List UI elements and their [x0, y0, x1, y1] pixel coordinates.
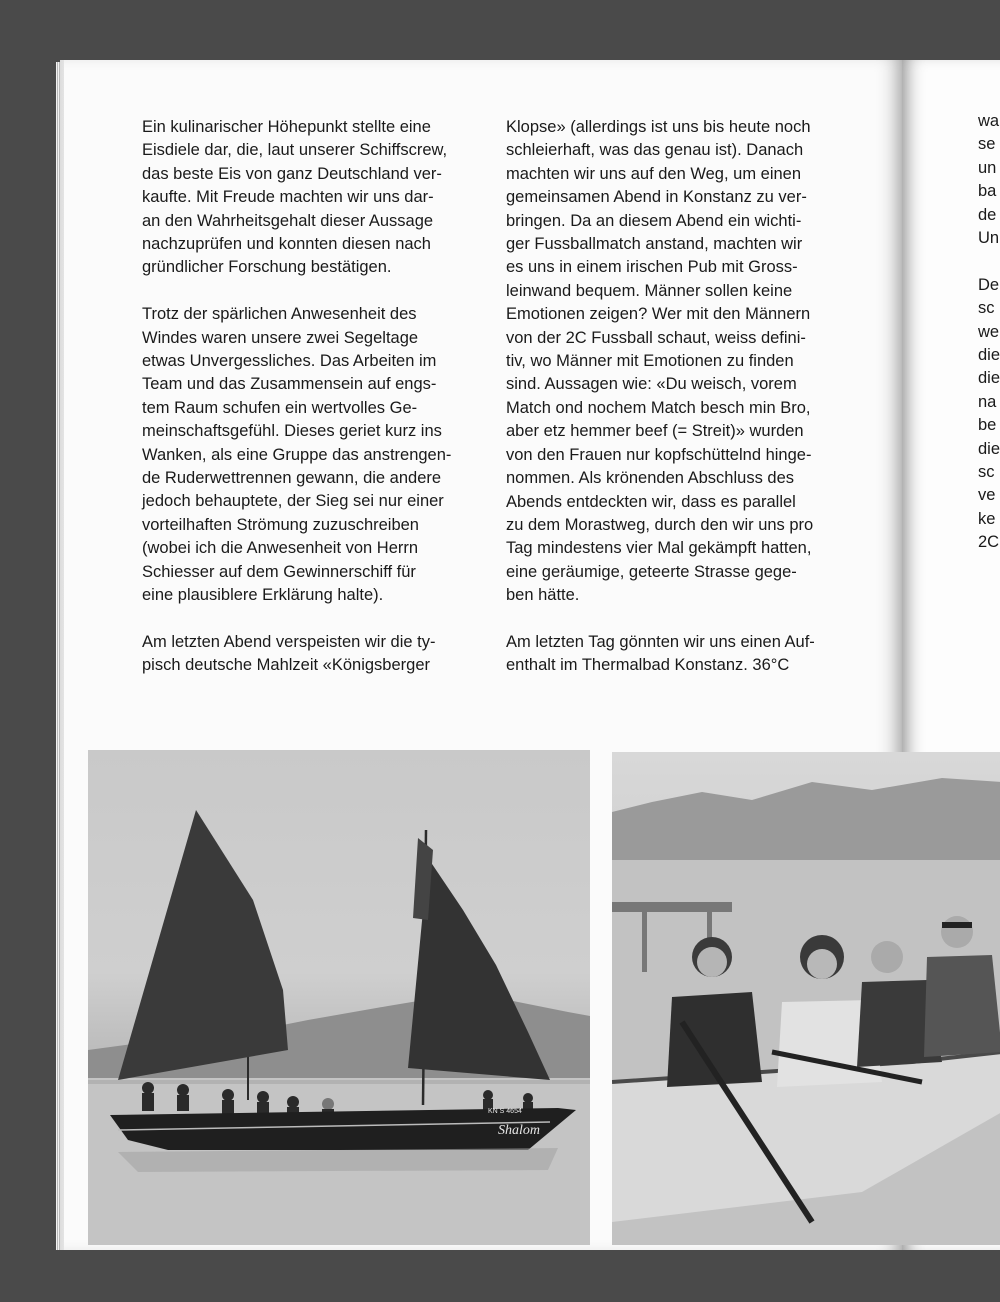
- text-line: un: [978, 158, 997, 177]
- boat-name: Shalom: [498, 1123, 540, 1138]
- paragraph-fragment-2: [978, 274, 1000, 555]
- text-line: die: [978, 439, 1000, 458]
- text-line: von der 2C Fussball schaut, weiss defini-: [506, 328, 806, 347]
- sailboat-illustration: [88, 750, 590, 1245]
- text-line: Klopse» (allerdings ist uns bis heute noch: [506, 118, 811, 136]
- sailboat-photo: [88, 750, 590, 1245]
- waterline: [88, 1080, 590, 1084]
- text-line: leinwand bequem. Männer sollen keine: [506, 281, 793, 300]
- jetty: [612, 902, 732, 912]
- text-line: Ein kulinarischer Höhepunkt stellte eine: [142, 118, 431, 136]
- text-line: das beste Eis von ganz Deutschland ver-: [142, 164, 442, 183]
- text-line: jedoch behauptete, der Sieg sei nur einer: [142, 492, 444, 511]
- text-line: Un: [978, 229, 1000, 248]
- text-line: vorteilhaften Strömung zuzuschreiben: [142, 515, 419, 534]
- text-line: ve: [978, 486, 996, 505]
- text-line: machten wir uns auf den Weg, um einen: [506, 164, 802, 183]
- text-line: gründlicher Forschung bestätigen.: [142, 258, 392, 277]
- text-line: be: [978, 416, 997, 435]
- text-line: von den Frauen nur kopfschüttelnd hinge-: [506, 445, 812, 464]
- text-line: ke: [978, 509, 996, 528]
- text-line: eine plausiblere Erklärung halte).: [142, 586, 384, 605]
- text-line: (wobei ich die Anwesenheit von Herrn: [142, 539, 419, 558]
- text-line: bringen. Da an diesem Abend ein wichti-: [506, 211, 802, 230]
- canoe-photo: [612, 752, 1000, 1245]
- text-line: Eisdiele dar, die, laut unserer Schiffscrew,: [142, 141, 448, 160]
- text-line: gemeinsamen Abend in Konstanz zu ver-: [506, 188, 807, 207]
- text-line: Trotz der spärlichen Anwesenheit des: [142, 305, 417, 324]
- text-line: Match ond nochem Match besch min Bro,: [506, 398, 811, 417]
- text-line: schleierhaft, was das genau ist). Danach: [506, 141, 804, 160]
- text-line: Abends entdeckten wir, dass es parallel: [506, 492, 796, 511]
- boat-registration: KN S 4654: [488, 1108, 522, 1115]
- text-line: Am letzten Abend verspeisten wir die ty-: [142, 632, 436, 651]
- paragraph-konstanz-evening: [506, 116, 836, 608]
- text-line: sind. Aussagen wie: «Du weisch, vorem: [506, 375, 797, 394]
- text-line: ben hätte.: [506, 586, 580, 605]
- text-line: Schiesser auf dem Gewinnerschiff für: [142, 562, 416, 581]
- text-line: Am letzten Tag gönnten wir uns einen Auf-: [506, 632, 815, 651]
- text-line: Wanken, als eine Gruppe das anstrengen-: [142, 445, 452, 464]
- main-sail: [118, 810, 288, 1080]
- canoe-illustration: [612, 752, 1000, 1245]
- treeline: [612, 778, 1000, 862]
- text-line: tiv, wo Männer mit Emotionen zu finden: [506, 352, 794, 371]
- text-line: kaufte. Mit Freude machten wir uns dar-: [142, 188, 434, 207]
- text-line: die: [978, 369, 1000, 388]
- left-page-column-2: [506, 116, 836, 701]
- text-line: sc: [978, 299, 995, 318]
- text-line: es uns in einem irischen Pub mit Gross-: [506, 258, 798, 277]
- text-line: zu dem Morastweg, durch den wir uns pro: [506, 515, 814, 534]
- text-line: nommen. Als krönenden Abschluss des: [506, 469, 795, 488]
- paragraph-last-evening: [142, 631, 472, 678]
- text-line: pisch deutsche Mahlzeit «Königsberger: [142, 656, 431, 675]
- text-line: we: [978, 322, 1000, 341]
- text-line: tem Raum schufen ein wertvolles Ge-: [142, 398, 418, 417]
- text-line: ger Fussballmatch anstand, machten wir: [506, 235, 803, 254]
- text-line: se: [978, 135, 996, 154]
- text-line: nachzuprüfen und konnten diesen nach: [142, 235, 431, 254]
- text-line: sc: [978, 463, 995, 482]
- text-line: ba: [978, 182, 997, 201]
- paragraph-ice-cream: [142, 116, 472, 280]
- text-line: wa: [978, 112, 1000, 130]
- text-line: 2C: [978, 533, 1000, 552]
- text-line: de: [978, 205, 997, 224]
- jetty-post: [642, 912, 647, 972]
- text-line: de Ruderwettrennen gewann, die andere: [142, 469, 442, 488]
- paragraph-fragment-1: [978, 110, 1000, 250]
- hull-reflection: [118, 1148, 558, 1172]
- text-line: eine geräumige, geteerte Strasse gege-: [506, 562, 797, 581]
- left-page-column-1: [142, 116, 472, 701]
- text-line: na: [978, 392, 997, 411]
- paragraph-sailing-days: [142, 303, 472, 607]
- text-line: enthalt im Thermalbad Konstanz. 36°C: [506, 656, 790, 675]
- text-line: De: [978, 275, 1000, 294]
- text-line: Emotionen zeigen? Wer mit den Männern: [506, 305, 811, 324]
- text-line: meinschaftsgefühl. Dieses geriet kurz ins: [142, 422, 442, 441]
- text-line: an den Wahrheitsgehalt dieser Aussage: [142, 211, 434, 230]
- right-page-column-fragment: [978, 110, 1000, 578]
- text-line: etwas Unvergessliches. Das Arbeiten im: [142, 352, 437, 371]
- text-line: aber etz hemmer beef (= Streit)» wurden: [506, 422, 804, 441]
- paragraph-thermal-bath: [506, 631, 836, 678]
- text-line: Tag mindestens vier Mal gekämpft hatten,: [506, 539, 812, 558]
- text-line: Windes waren unsere zwei Segeltage: [142, 328, 419, 347]
- text-line: die: [978, 346, 1000, 365]
- text-line: Team und das Zusammensein auf engs-: [142, 375, 437, 394]
